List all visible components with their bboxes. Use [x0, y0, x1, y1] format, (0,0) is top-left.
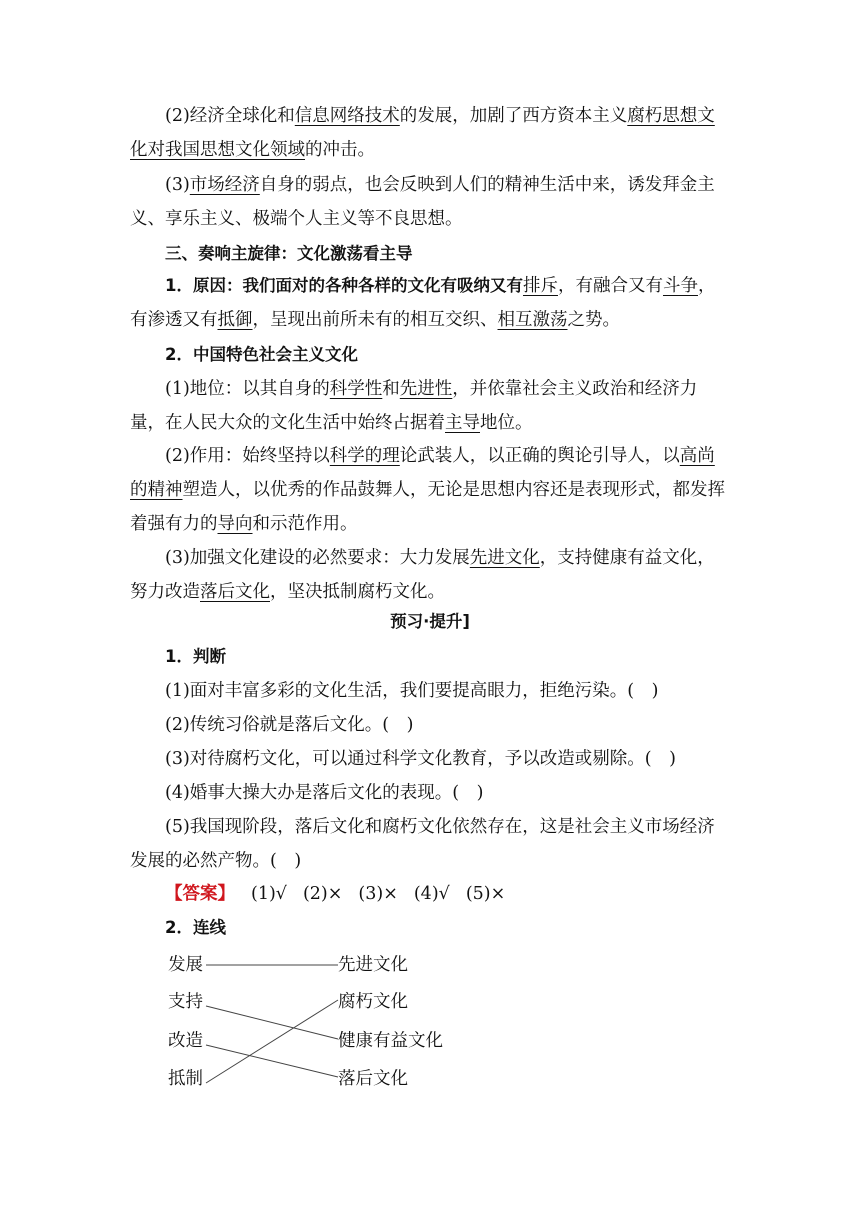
- subsection-title-socialist-culture: 2．中国特色社会主义文化: [165, 345, 358, 364]
- preview-section-title: 预习·提升]: [390, 612, 470, 631]
- answer-value: (1)√: [251, 884, 287, 904]
- paragraph-role: (2)作用：始终坚持以科学的理论武装人，以正确的舆论引导人，以高尚的精神塑造人，以优秀的作品鼓舞人，无论是思想内容还是表现形式，都发挥着强有力的导向和示范作用。: [130, 446, 725, 534]
- matching-diagram: [160, 945, 480, 1105]
- paragraph-reason: 1．原因：我们面对的各种各样的文化有吸纳又有排斥，有融合又有斗争，有渗透又有抵御，呈现出前所未有的相互交织、相互激荡之势。: [130, 276, 716, 330]
- match-right-item: 腐朽文化: [338, 992, 408, 1012]
- answer-value: (2)×: [302, 884, 343, 904]
- match-right-item: 落后文化: [338, 1069, 408, 1089]
- match-connector-line: [206, 1006, 338, 1039]
- match-connector-line: [206, 1045, 338, 1077]
- matching-lines: [160, 945, 480, 1105]
- match-right-item: 健康有益文化: [338, 1031, 443, 1051]
- judgment-item: (4)婚事大操大办是落后文化的表现。( ): [165, 783, 484, 803]
- judgment-item: (1)面对丰富多彩的文化生活，我们要提高眼力，拒绝污染。( ): [165, 681, 659, 701]
- paragraph-requirement: (3)加强文化建设的必然要求：大力发展先进文化，支持健康有益文化，努力改造落后文化，坚决抵制腐朽文化。: [130, 548, 715, 602]
- paragraph-market-economy: (3)市场经济自身的弱点，也会反映到人们的精神生活中来，诱发拜金主义、享乐主义、极端个人主义等不良思想。: [130, 175, 715, 229]
- judgment-item: (5)我国现阶段，落后文化和腐朽文化依然存在，这是社会主义市场经济发展的必然产物。( ): [130, 817, 715, 871]
- match-left-item: 发展: [168, 955, 203, 975]
- paragraph-globalization: (2)经济全球化和信息网络技术的发展，加剧了西方资本主义腐朽思想文化对我国思想文化领域的冲击。: [130, 106, 715, 160]
- judgment-item: (3)对待腐朽文化，可以通过科学文化教育，予以改造或剔除。( ): [165, 749, 676, 769]
- match-left-item: 抵制: [168, 1069, 203, 1089]
- answer-label: 【答案】: [165, 884, 235, 904]
- question-2-title: 2．连线: [165, 918, 226, 937]
- paragraph-position: (1)地位：以其自身的科学性和先进性，并依靠社会主义政治和经济力量，在人民大众的文化生活中始终占据着主导地位。: [130, 379, 698, 433]
- question-1-title: 1．判断: [165, 647, 226, 666]
- answer-value: (5)×: [465, 884, 506, 904]
- answer-value: (3)×: [358, 884, 398, 904]
- match-left-item: 改造: [168, 1031, 203, 1051]
- match-connector-line: [206, 1000, 338, 1083]
- match-right-item: 先进文化: [338, 955, 408, 975]
- answer-value: (4)√: [413, 884, 450, 904]
- answer-line: [130, 877, 732, 911]
- match-left-item: 支持: [168, 992, 203, 1012]
- section-title-main-theme: 三、奏响主旋律：文化激荡看主导: [165, 244, 413, 263]
- judgment-item: (2)传统习俗就是落后文化。( ): [165, 715, 414, 735]
